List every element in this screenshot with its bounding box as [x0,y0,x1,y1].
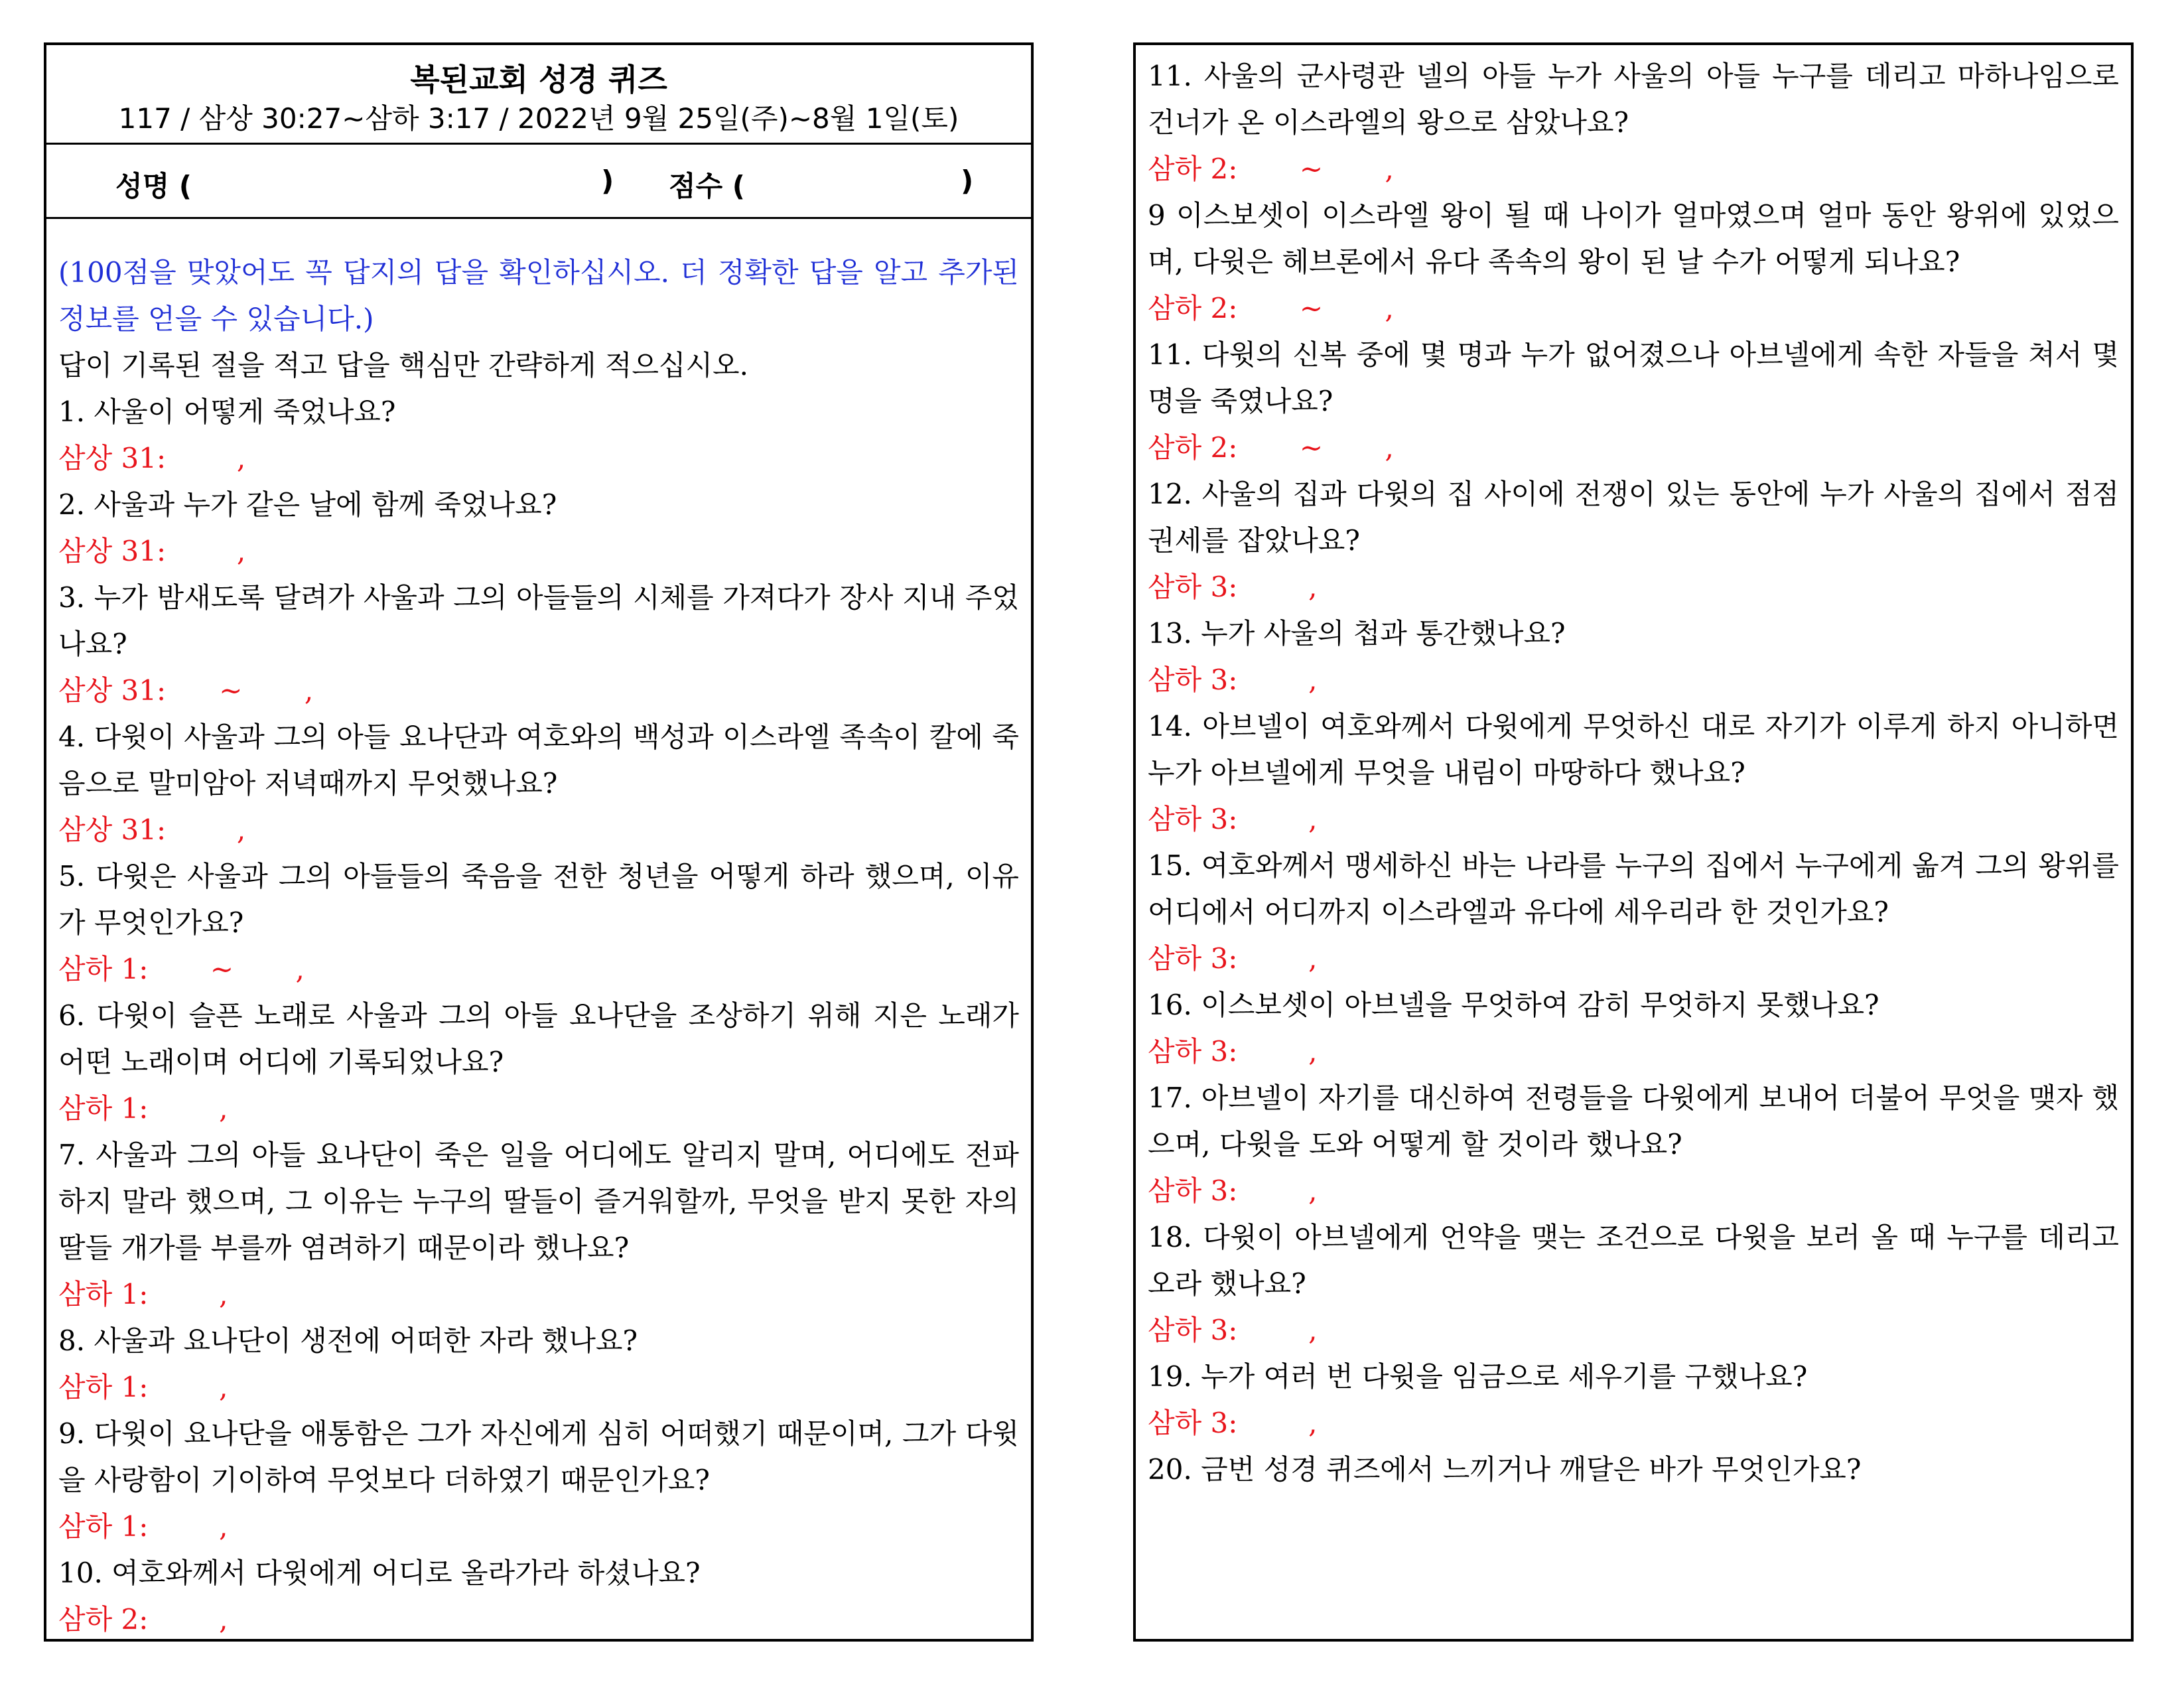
answer-reference: 삼상 31: , [58,535,246,567]
answer-reference: 삼하 2: ~ , [1148,292,1394,324]
question-text: 13. 누가 사울의 첩과 통간했나요? [1148,617,1566,650]
question-text: 5. 다윗은 사울과 그의 아들들의 죽음을 전한 청년을 어떻게 하라 했으며, 이유가 무엇인가요? [58,860,1019,939]
answer-reference: 삼하 3: , [1148,571,1318,603]
question-text: 18. 다윗이 아브넬에게 언약을 맺는 조건으로 다윗을 보러 올 때 누구를 데리고 오라 했나요? [1148,1221,2128,1300]
right-quiz-panel [1133,42,2134,1642]
score-label: 점수 ( [669,170,745,202]
answer-reference: 삼하 2: ~ , [1148,153,1394,185]
answer-reference: 삼상 31: , [58,813,246,846]
name-score-bar [46,145,1031,219]
quiz-subtitle: 117 / 삼상 30:27~삼하 3:17 / 2022년 9월 25일(주)~8월 1일(토) [118,102,959,135]
question-text: 16. 이스보셋이 아브넬을 무엇하여 감히 무엇하지 못했나요? [1148,989,1879,1021]
question-text: 6. 다윗이 슬픈 노래로 사울과 그의 아들 요나단을 조상하기 위해 지은 노래가 어떤 노래이며 어디에 기록되었나요? [58,999,1028,1078]
answer-reference: 삼하 3: , [1148,803,1318,835]
question-text: 20. 금번 성경 퀴즈에서 느끼거나 깨달은 바가 무엇인가요? [1148,1453,1862,1486]
answer-reference: 삼상 31: ~ , [58,674,314,707]
left-quiz-panel [44,42,1034,1642]
question-text: 9. 다윗이 요나단을 애통함은 그가 자신에게 심히 어떠했기 때문이며, 그가 다윗을 사랑함이 기이하여 무엇보다 더하였기 때문인가요? [58,1417,1019,1496]
quiz-header [46,45,1031,145]
question-text: 2. 사울과 누가 같은 날에 함께 죽었나요? [58,488,557,521]
question-text: 1. 사울이 어떻게 죽었나요? [58,395,396,428]
question-text: 4. 다윗이 사울과 그의 아들 요나단과 여호와의 백성과 이스라엘 족속이 칼에 죽음으로 말미암아 저녁때까지 무엇했나요? [58,721,1019,800]
answer-reference: 삼하 1: , [58,1371,228,1403]
answer-reference: 삼하 3: , [1148,664,1318,696]
answer-reference: 삼하 3: , [1148,1174,1318,1207]
answer-reference: 삼하 1: , [58,1510,228,1543]
quiz-title: 복된교회 성경 퀴즈 [410,62,667,98]
question-text: 17. 아브넬이 자기를 대신하여 전령들을 다윗에게 보내어 더불어 무엇을 맺자 했으며, 다윗을 도와 어떻게 할 것이라 했나요? [1148,1082,2119,1161]
answer-reference: 삼하 3: , [1148,942,1318,975]
answer-reference: 삼하 2: ~ , [1148,431,1394,464]
instruction-text: 답이 기록된 절을 적고 답을 핵심만 간략하게 적으십시오. [58,349,748,382]
question-text: 19. 누가 여러 번 다윗을 임금으로 세우기를 구했나요? [1148,1360,1808,1393]
score-close: ) [961,165,974,197]
answer-reference: 삼상 31: , [58,442,246,474]
question-text: 9 이스보셋이 이스라엘 왕이 될 때 나이가 얼마였으며 얼마 동안 왕위에 있었으며, 다윗은 헤브론에서 유다 족속의 왕이 된 날 수가 어떻게 되나요? [1148,199,2119,278]
answer-reference: 삼하 1: ~ , [58,953,305,985]
name-label: 성명 ( [115,170,192,202]
question-text: 11. 다윗의 신복 중에 몇 명과 누가 없어졌으나 아브넬에게 속한 자들을 쳐서 몇 명을 죽였나요? [1148,338,2128,417]
question-text: 12. 사울의 집과 다윗의 집 사이에 전쟁이 있는 동안에 누가 사울의 집에서 점점 권세를 잡았나요? [1148,478,2128,557]
question-text: 15. 여호와께서 맹세하신 바는 나라를 누구의 집에서 누구에게 옮겨 그의 왕위를 어디에서 어디까지 이스라엘과 유다에 세우리라 한 것인가요? [1148,849,2128,928]
question-text: 11. 사울의 군사령관 넬의 아들 누가 사울의 아들 누구를 데리고 마하나임으로 건너가 온 이스라엘의 왕으로 삼았나요? [1148,60,2128,139]
answer-reference: 삼하 1: , [58,1092,228,1125]
notice-text: (100점을 맞았어도 꼭 답지의 답을 확인하십시오. 더 정확한 답을 알고 추가된 정보를 얻을 수 있습니다.) [58,256,1028,335]
answer-reference: 삼하 3: , [1148,1035,1318,1068]
question-text: 7. 사울과 그의 아들 요나단이 죽은 일을 어디에도 알리지 말며, 어디에도 전파하지 말라 했으며, 그 이유는 누구의 딸들이 즐거워할까, 무엇을 받지 못한 자의 딸들 개가를 부를까 염려하기 때문이라 했나요? [58,1139,1028,1264]
name-close: ) [601,165,614,197]
left-question-list [46,219,1031,1643]
answer-reference: 삼하 2: , [58,1603,228,1636]
answer-reference: 삼하 1: , [58,1278,228,1310]
answer-reference: 삼하 3: , [1148,1314,1318,1346]
right-question-list [1136,45,2131,1493]
question-text: 8. 사울과 요나단이 생전에 어떠한 자라 했나요? [58,1324,638,1357]
question-text: 10. 여호와께서 다윗에게 어디로 올라가라 하셨나요? [58,1557,701,1589]
question-text: 14. 아브넬이 여호와께서 다윗에게 무엇하신 대로 자기가 이루게 하지 아니하면 누가 아브넬에게 무엇을 내림이 마땅하다 했나요? [1148,710,2128,789]
question-text: 3. 누가 밤새도록 달려가 사울과 그의 아들들의 시체를 가져다가 장사 지내 주었나요? [58,581,1019,660]
answer-reference: 삼하 3: , [1148,1407,1318,1439]
